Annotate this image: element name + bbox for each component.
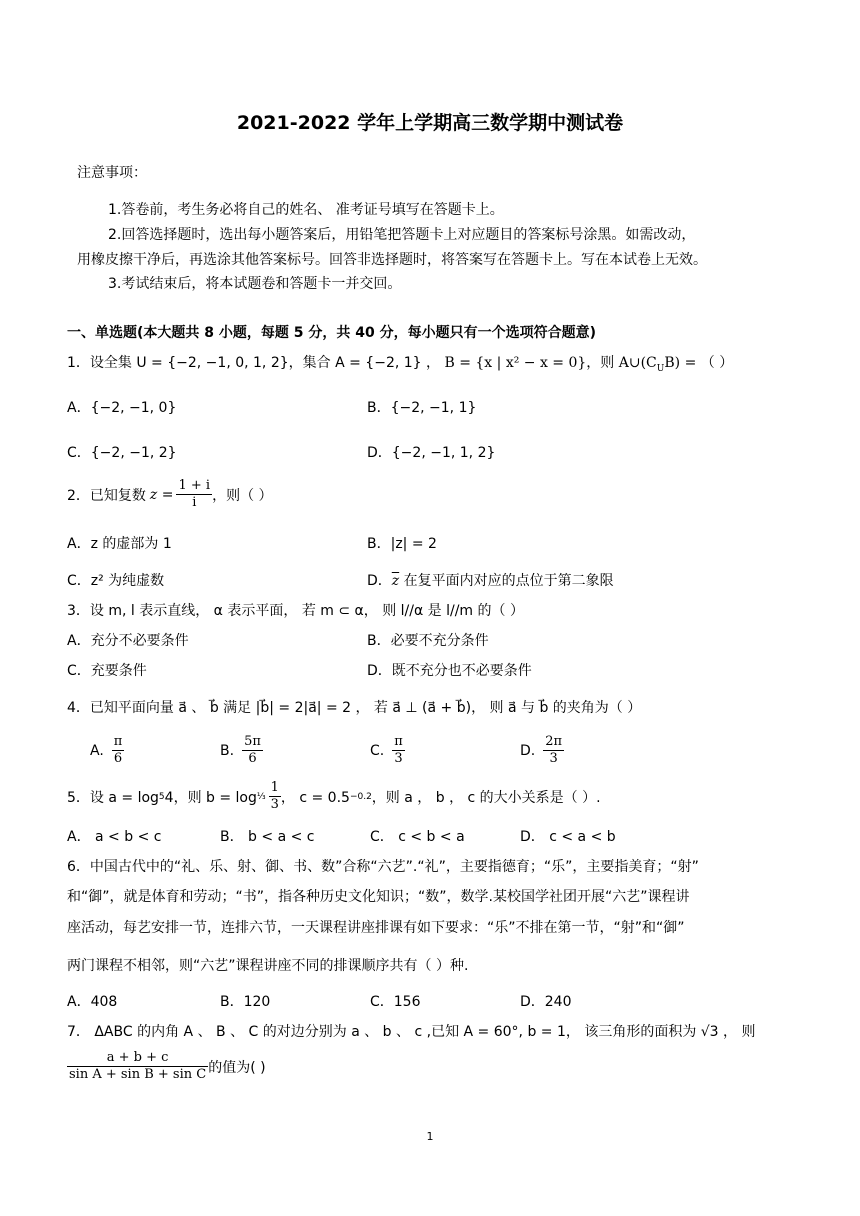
q2-option-c: C．z² 为纯虚数	[67, 573, 165, 589]
q4-option-b-frac	[242, 734, 263, 768]
q5-b-sub: ⅓	[256, 791, 266, 802]
q5-stem-c: ， c = 0.5	[280, 789, 350, 806]
page-title: 2021-2022 学年上学期高三数学期中测试卷	[236, 112, 624, 134]
q5-stem-a: 5．设 a = log	[67, 789, 159, 806]
q5-b-den: 3	[270, 797, 279, 813]
q5-option-a: A． a < b < c	[67, 829, 162, 845]
question-2	[67, 478, 273, 512]
question-5	[67, 780, 601, 814]
q2-option-d	[367, 570, 614, 590]
q3-option-d: D．既不充分也不必要条件	[367, 663, 532, 679]
q3-option-a: A．充分不必要条件	[67, 633, 189, 649]
q3-option-c: C．充要条件	[67, 663, 147, 679]
q6-line-1: 6．中国古代中的“礼、乐、射、御、书、数”合称“六艺”.“礼”，主要指德育；“乐”，主要指美育；“射”	[67, 859, 699, 875]
q1-option-a: A．{−2, −1, 0}	[67, 400, 177, 416]
q4-c-den: 3	[394, 751, 403, 767]
q6-line-2: 和“御”，就是体育和劳动；“书”，指各种历史文化知识；“数”，数学.某校国学社团开展“六艺”课程讲	[67, 889, 690, 905]
q4-b-den: 6	[248, 751, 257, 767]
q5-b-frac	[269, 780, 281, 814]
q4-d-num: 2π	[543, 734, 564, 751]
section-heading: 一、单选题(本大题共 8 小题，每题 5 分，共 40 分，每小题只有一个选项符合题意)	[67, 325, 597, 341]
q6-option-b: B．120	[220, 994, 271, 1010]
q4-option-a-frac	[112, 734, 125, 768]
q1-stem-a: 1．设全集 U = {−2, −1, 0, 1, 2}，集合 A = {−2, 1} ，	[67, 355, 441, 371]
q4-a-den: 6	[113, 751, 123, 767]
notice-item-1: 1.答卷前，考生务必将自己的姓名、 准考证号填写在答题卡上。	[108, 202, 504, 218]
q7-expression	[67, 1050, 266, 1084]
q1-option-b: B．{−2, −1, 1}	[367, 400, 477, 416]
q2-option-b: B．|z| = 2	[367, 536, 437, 552]
notice-item-3: 3.考试结束后，将本试题卷和答题卡一并交回。	[108, 276, 402, 292]
q4-option-c	[370, 734, 405, 768]
q4-c-num: π	[392, 734, 405, 751]
q5-c-sup: −0.2	[349, 791, 372, 802]
q2-option-a: A．z 的虚部为 1	[67, 536, 172, 552]
q6-option-a: A．408	[67, 994, 118, 1010]
q2-z: z =	[149, 486, 174, 503]
notice-heading: 注意事项：	[77, 165, 147, 181]
q5-stem-b: 4，则 b = log	[164, 789, 257, 806]
q7-tail: 的值为( )	[208, 1059, 266, 1076]
q6-option-d: D．240	[520, 994, 572, 1010]
q2-option-d-zbar: $\overline{z}$	[391, 573, 400, 589]
q4-option-d-frac	[543, 734, 564, 768]
q1-stem-c: B) = （ ）	[664, 355, 734, 371]
q2-frac-num: 1 + i	[176, 478, 212, 495]
notice-item-2b: 用橡皮擦干净后，再选涂其他答案标号。回答非选择题时，将答案写在答题卡上。写在本试卷上无效。	[77, 252, 707, 268]
question-4: 4．已知平面向量 a⃗ 、 b⃗ 满足 |b⃗| = 2|a⃗| = 2 ， 若 a⃗ ⊥ (a⃗ + b⃗)， 则 a⃗ 与 b⃗ 的夹角为（ ）	[67, 700, 642, 716]
q4-option-d	[520, 734, 564, 768]
q4-option-a-label: A.	[90, 742, 104, 759]
q2-fraction	[176, 478, 212, 512]
q4-a-num: π	[112, 734, 125, 751]
q4-option-a	[90, 734, 124, 768]
q5-option-b: B． b < a < c	[220, 829, 315, 845]
q5-stem-d: ，则 a ， b ， c 的大小关系是（ ）.	[371, 789, 601, 806]
page-number: 1	[426, 1130, 434, 1143]
q4-d-den: 3	[549, 751, 558, 767]
q4-b-num: 5π	[242, 734, 263, 751]
q2-frac-den: i	[192, 495, 197, 511]
q1-stem-b: B = {x | x² − x = 0}，则 A∪(C	[444, 355, 657, 371]
question-1	[67, 352, 733, 374]
question-7: 7． ΔABC 的内角 A 、 B 、 C 的对边分别为 a 、 b 、 c ,已知 A = 60°, b = 1， 该三角形的面积为 √3 ， 则	[67, 1024, 756, 1040]
question-3: 3．设 m, l 表示直线， α 表示平面， 若 m ⊂ α， 则 l//α 是 l//m 的（ ）	[67, 603, 524, 619]
q4-option-b-label: B.	[220, 742, 235, 759]
q4-option-c-frac	[392, 734, 405, 768]
q5-option-c: C． c < b < a	[370, 829, 465, 845]
q7-frac-num: a + b + c	[67, 1050, 208, 1067]
q2-option-d-pre: D．	[367, 573, 392, 589]
q6-option-c: C．156	[370, 994, 421, 1010]
q1-option-d: D．{−2, −1, 1, 2}	[367, 445, 496, 461]
q5-option-d: D． c < a < b	[520, 829, 616, 845]
q2-stem-a: 2．已知复数	[67, 487, 146, 504]
q2-stem-b: ，则（ ）	[212, 487, 273, 504]
q4-option-b	[220, 734, 263, 768]
notice-item-2a: 2.回答选择题时，选出每小题答案后，用铅笔把答题卡上对应题目的答案标号涂黑。如需改动，	[108, 227, 696, 243]
q1-option-c: C．{−2, −1, 2}	[67, 445, 177, 461]
q5-a-sub: 5	[158, 791, 165, 802]
q7-fraction	[67, 1050, 208, 1084]
q7-frac-den: sin A + sin B + sin C	[69, 1067, 207, 1083]
q6-line-4: 两门课程不相邻，则“六艺”课程讲座不同的排课顺序共有（ ）种.	[67, 958, 469, 974]
q3-option-b: B．必要不充分条件	[367, 633, 489, 649]
q2-option-d-post: 在复平面内对应的点位于第二象限	[399, 573, 614, 589]
q1-sub: U	[656, 363, 665, 374]
q5-b-num: 1	[269, 780, 281, 797]
q4-option-c-label: C.	[370, 742, 385, 759]
q4-option-d-label: D.	[520, 742, 536, 759]
q6-line-3: 座活动，每艺安排一节，连排六节，一天课程讲座排课有如下要求：“乐”不排在第一节，“射”和“御”	[67, 920, 685, 936]
